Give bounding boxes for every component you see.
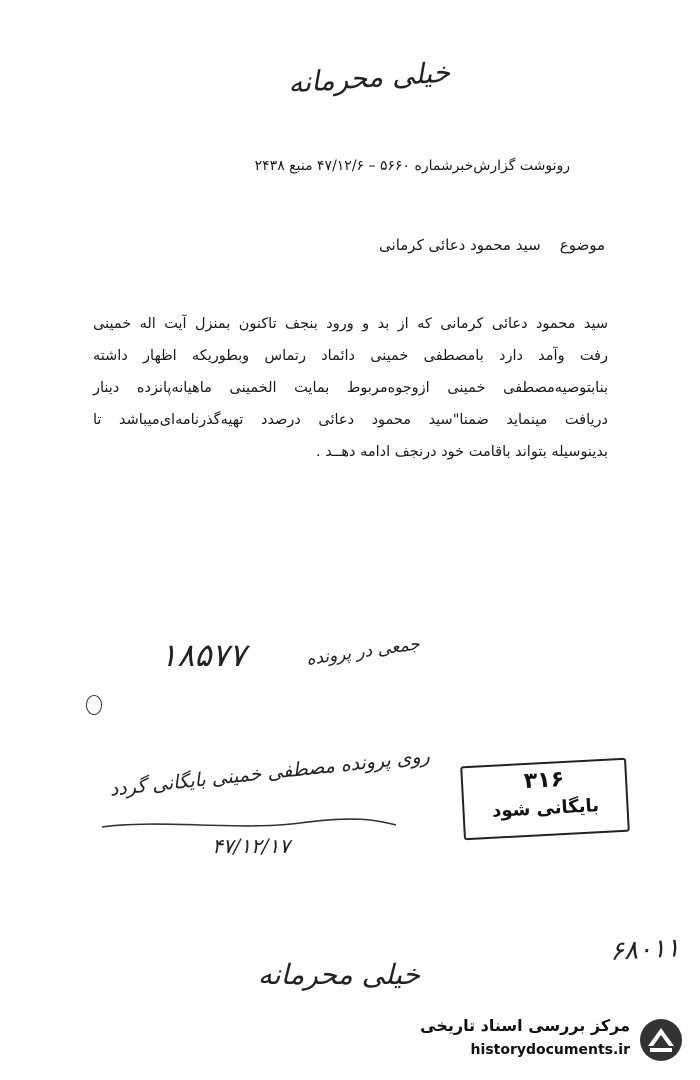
handwritten-date-text: ۴۷/۱۲/۱۷ — [212, 834, 290, 858]
subject-label: موضوع — [559, 236, 605, 254]
handwritten-document-number-text: ۶۸۰۱۱ — [609, 933, 681, 967]
logo-title: مرکز بررسی اسناد تاریخی — [420, 1016, 630, 1035]
handwritten-reference-number: ۱۸۵۷۷ — [160, 636, 246, 674]
logo-url: historydocuments.ir — [470, 1042, 630, 1058]
stamp-number: ۳۱۶ — [523, 766, 565, 795]
handwritten-reference-note: جمعی در پرونده — [304, 634, 421, 670]
body-line: بنابتوصیه‌مصطفی خمینی ازوجوه‌مربوط بمایت الخمینی ماهیانه‌پانزده دینار — [93, 380, 608, 396]
handwritten-bottom-classification — [210, 958, 420, 1008]
watermark-logo — [405, 1012, 690, 1072]
handwritten-document-number — [600, 935, 680, 975]
body-line: دریافت مینماید ضمنا"سید محمود دعائی درصدد تهیه‌گذرنامه‌ای‌میباشد تا — [93, 412, 608, 428]
handwritten-date — [140, 830, 290, 870]
handwritten-filing-note-text: روی پرونده مصطفی خمینی بایگانی گردد — [109, 745, 432, 801]
archive-stamp — [460, 758, 630, 841]
handwritten-classification-text: خیلی محرمانه — [286, 55, 451, 100]
handwritten-bottom-classification-text: خیلی محرمانه — [257, 958, 420, 991]
report-body — [93, 308, 608, 468]
subject-value: سید محمود دعائی کرمانی — [379, 236, 541, 254]
archive-logo-icon — [638, 1016, 684, 1064]
handwritten-classification — [250, 55, 450, 115]
document-header: رونوشت گزارش‌خبرشماره ۵۶۶۰ – ۴۷/۱۲/۶ منبع ۲۴۳۸ — [254, 158, 570, 174]
handwritten-filing-note — [70, 745, 430, 805]
stamp-text: بایگانی شود — [491, 795, 600, 822]
body-line: سید محمود دعائی کرمانی که از بد و ورود بنجف تاکنون بمنزل آیت اله خمینی — [93, 316, 608, 332]
handwritten-reference — [160, 632, 420, 692]
handwritten-circle-mark — [86, 695, 102, 715]
subject-line — [305, 236, 605, 254]
body-line: رفت وآمد دارد بامصطفی خمینی دائماد رتماس وبطوریکه اظهار داشته — [93, 348, 608, 364]
body-line: بدینوسیله بتواند باقامت خود درنجف ادامه دهــد . — [316, 444, 608, 460]
